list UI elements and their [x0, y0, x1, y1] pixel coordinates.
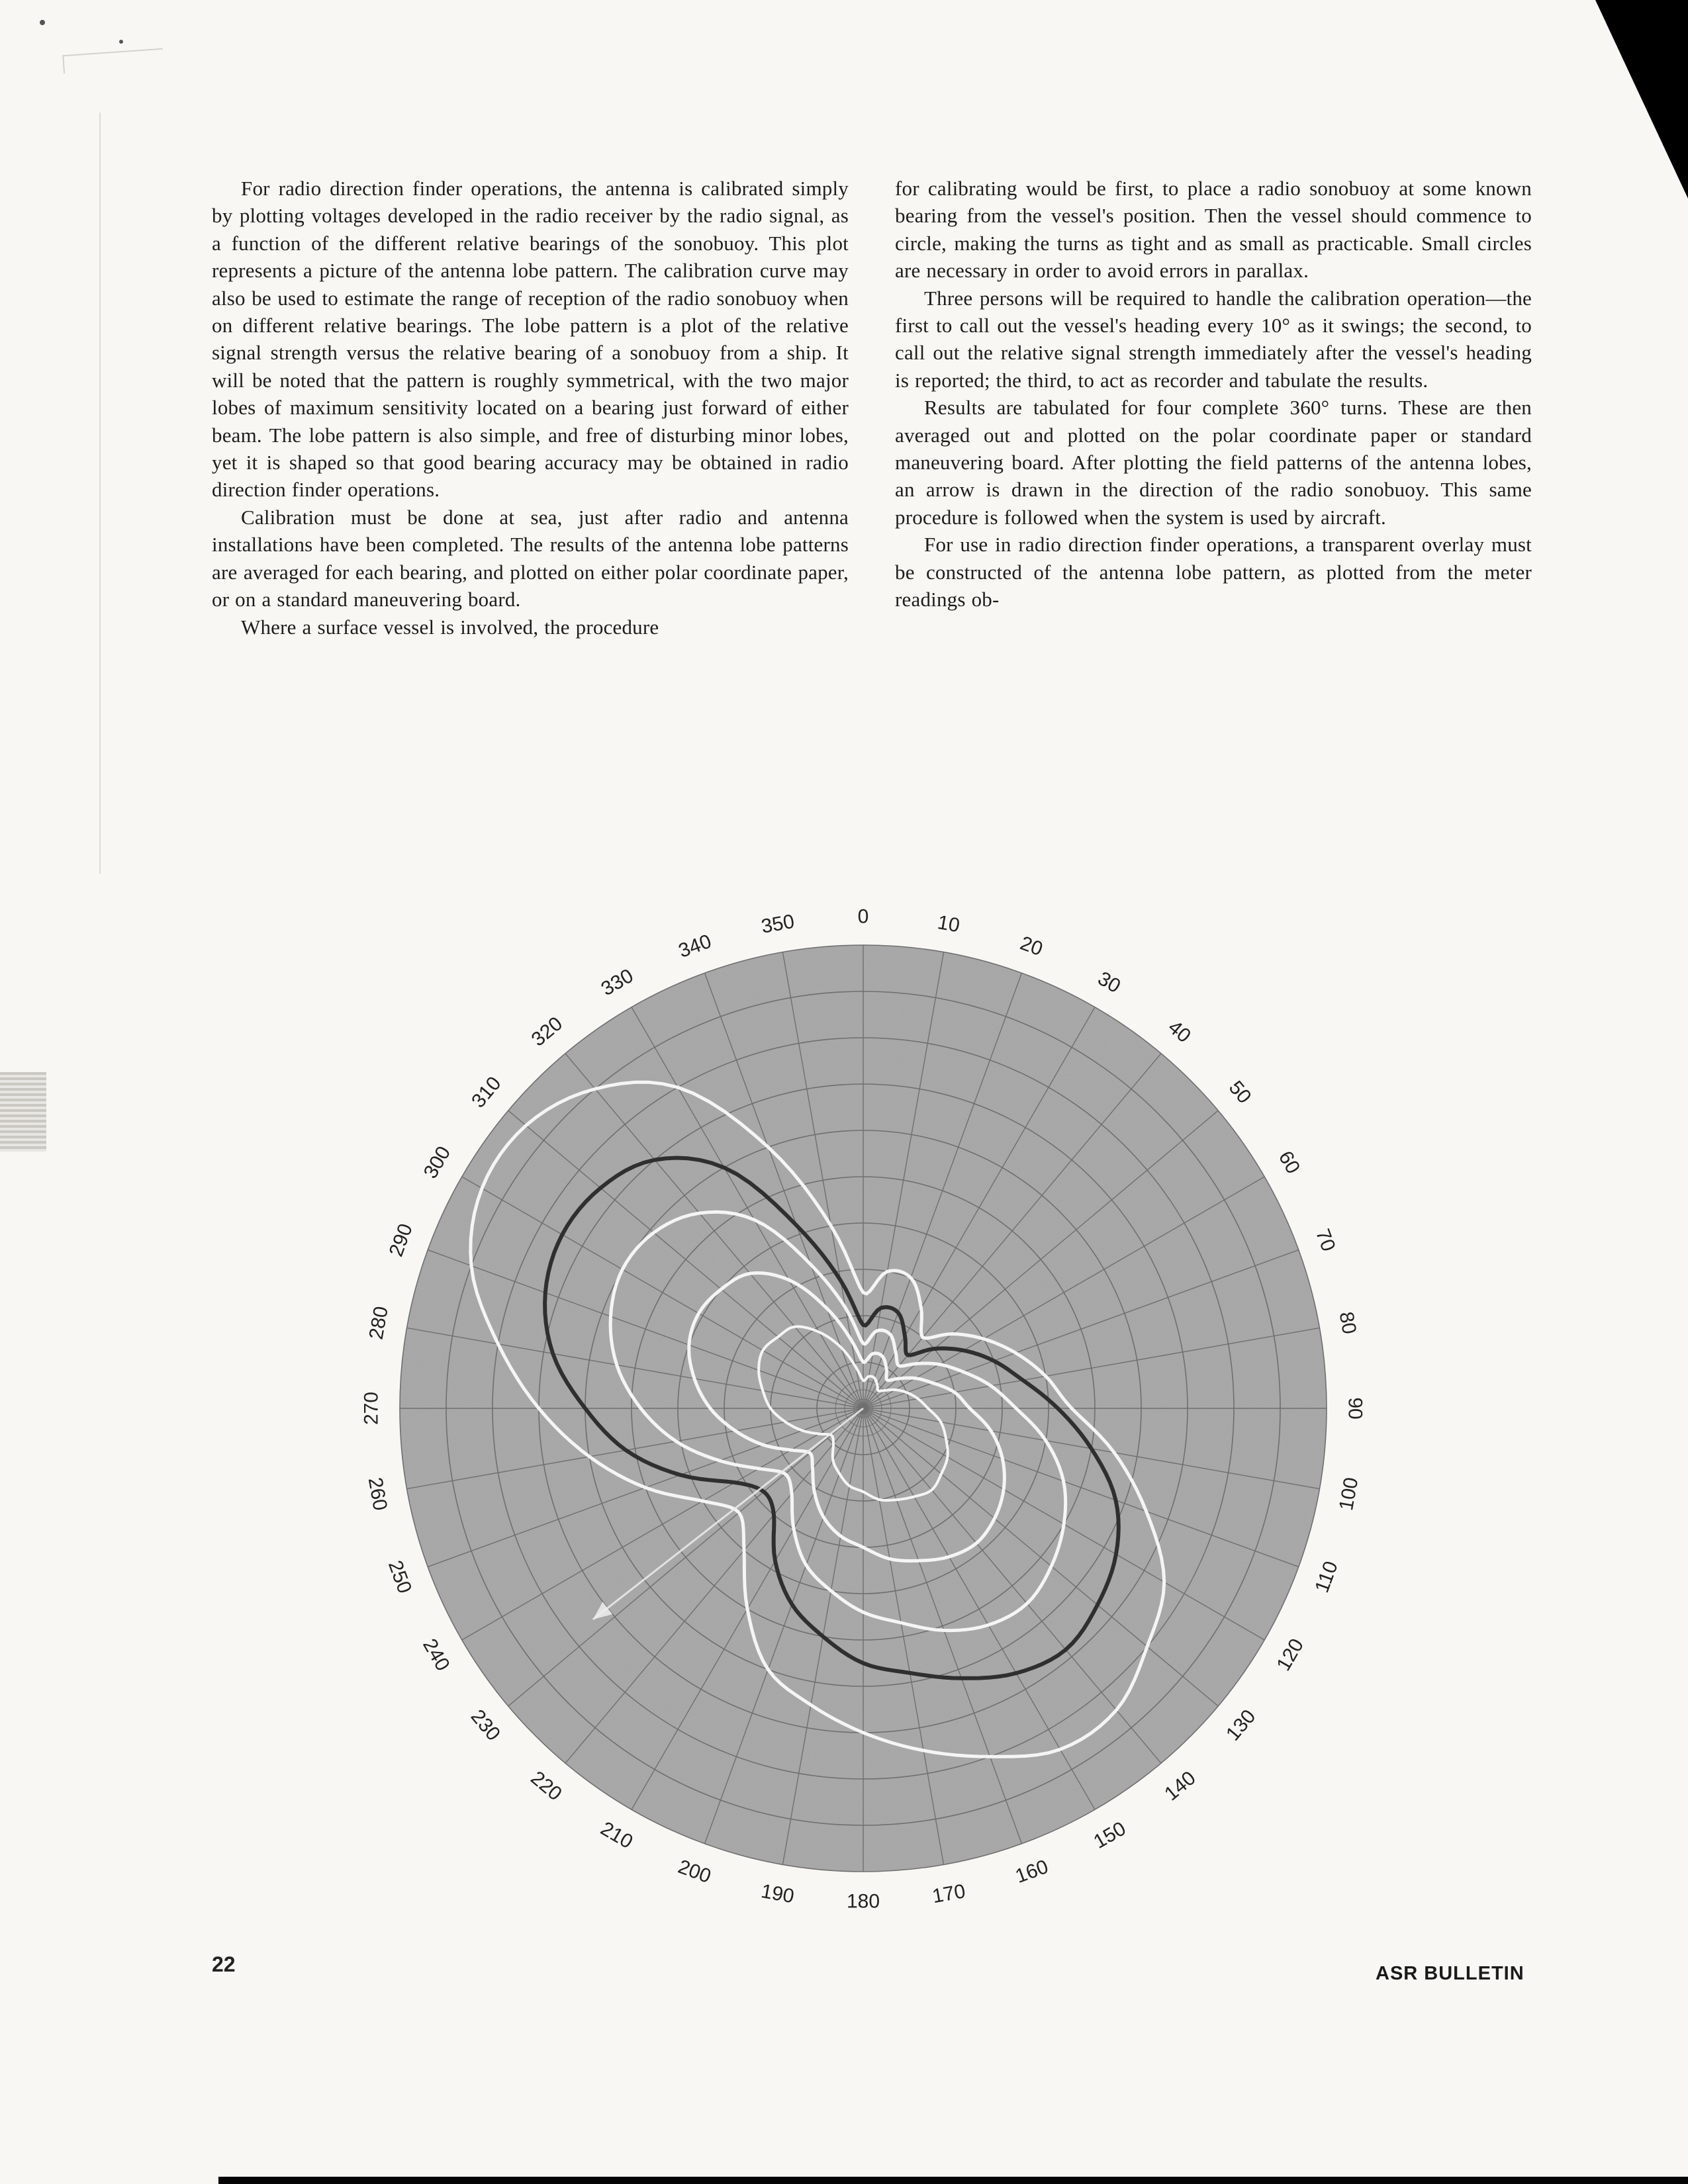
bearing-label: 230 — [466, 1706, 505, 1745]
bearing-label: 100 — [1335, 1475, 1363, 1512]
bearing-label: 250 — [383, 1557, 416, 1596]
bearing-label: 160 — [1012, 1856, 1051, 1888]
bearing-label: 60 — [1274, 1147, 1305, 1178]
scan-speck — [119, 40, 123, 44]
bearing-label: 280 — [365, 1304, 393, 1342]
bearing-label: 290 — [385, 1220, 417, 1260]
bearing-label: 220 — [526, 1766, 566, 1805]
scan-speck — [40, 20, 45, 25]
bearing-label: 310 — [467, 1072, 506, 1113]
bearing-label: 140 — [1160, 1766, 1200, 1805]
bearing-label: 40 — [1164, 1016, 1195, 1048]
bearing-label: 70 — [1311, 1226, 1340, 1255]
bearing-label: 10 — [935, 911, 962, 937]
bearing-label: 320 — [527, 1013, 567, 1051]
bearing-label: 330 — [597, 964, 637, 1001]
paragraph: for calibrating would be first, to place a radio sonobuoy at some known bearing from the vessel's position. Then the vessel should commence to circle, making the turns as tight and as small as practicable. Small circles are necessary in order to avoid errors in parallax. — [895, 177, 1532, 283]
bearing-label: 170 — [930, 1880, 967, 1908]
polar-lobe-chart — [334, 892, 1393, 1925]
bearing-label: 150 — [1090, 1817, 1130, 1853]
bearing-label: 210 — [596, 1817, 637, 1853]
page-crease-line — [99, 113, 101, 874]
paragraph: For use in radio direction finder operations, a transparent overlay must be constructed of the antenna lobe pattern, as plotted from the meter readings ob- — [895, 533, 1532, 612]
paragraph: For radio direction finder operations, the antenna is calibrated simply by plotting voltages developed in the radio receiver by the radio signal, as a function of the different relative bearings of the sonobuoy. This plot represents a picture of the antenna lobe pattern. The calibration curve may also be used to estimate the range of reception of the radio sonobuoy when on different relative bearings. The lobe pattern is a plot of the relative signal strength versus the relative bearing of a sonobuoy from a ship. It will be noted that the pattern is roughly symmetrical, with the two major lobes of maximum sensitivity located on a bearing just forward of either beam. The lobe pattern is also simple, and free of disturbing minor lobes, yet it is shaped so that good bearing accuracy may be obtained in radio direction finder operations. — [212, 177, 849, 502]
bearing-label: 270 — [360, 1391, 383, 1426]
bearing-label: 190 — [759, 1880, 796, 1908]
scan-bottom-edge-artifact — [218, 2177, 1688, 2184]
bearing-label: 30 — [1094, 967, 1125, 998]
bearing-label: 350 — [759, 910, 796, 938]
bearing-label: 20 — [1017, 932, 1046, 961]
text-column-right — [895, 175, 1532, 614]
bearing-label: 300 — [419, 1142, 455, 1183]
bearing-label: 180 — [846, 1890, 880, 1913]
bulletin-title: ASR BULLETIN — [1376, 1963, 1524, 1984]
paragraph: Results are tabulated for four complete 360° turns. These are then averaged out and plotted on the polar coordinate paper or standard maneuvering board. After plotting the field patterns of the antenna lobes, an arrow is drawn in the direction of the radio sonobuoy. This same procedure is followed when the system is used by aircraft. — [895, 396, 1532, 529]
bearing-label: 240 — [418, 1635, 454, 1675]
bearing-label: 260 — [363, 1475, 391, 1512]
bearing-label: 50 — [1224, 1077, 1256, 1108]
bearing-label: 200 — [675, 1856, 714, 1888]
bearing-label: 0 — [857, 905, 869, 928]
bearing-label: 120 — [1272, 1635, 1308, 1675]
fold-marks — [62, 48, 164, 74]
bearing-label: 80 — [1335, 1310, 1360, 1336]
scan-corner-artifact — [1556, 0, 1688, 199]
paragraph: Where a surface vessel is involved, the procedure — [241, 615, 659, 639]
bearing-label: 90 — [1344, 1397, 1366, 1420]
paragraph: Calibration must be done at sea, just after radio and antenna installations have been completed. The results of the antenna lobe patterns are averaged for each bearing, and plotted on either polar coordinate paper, or on a standard maneuvering board. — [212, 505, 849, 612]
bearing-label: 340 — [675, 930, 715, 962]
polar-chart-svg — [334, 892, 1393, 1925]
scan-smudge — [0, 1072, 46, 1152]
paragraph: Three persons will be required to handle the calibration operation—the first to call out the vessel's heading every 10° as it swings; the second, to call out the relative signal strength immediately after the vessel's heading is reported; the third, to act as recorder and tabulate the results. — [895, 286, 1532, 392]
bearing-label: 110 — [1311, 1558, 1342, 1596]
bearing-label: 130 — [1221, 1706, 1260, 1745]
page-number: 22 — [212, 1952, 236, 1976]
text-column-left — [212, 175, 849, 641]
